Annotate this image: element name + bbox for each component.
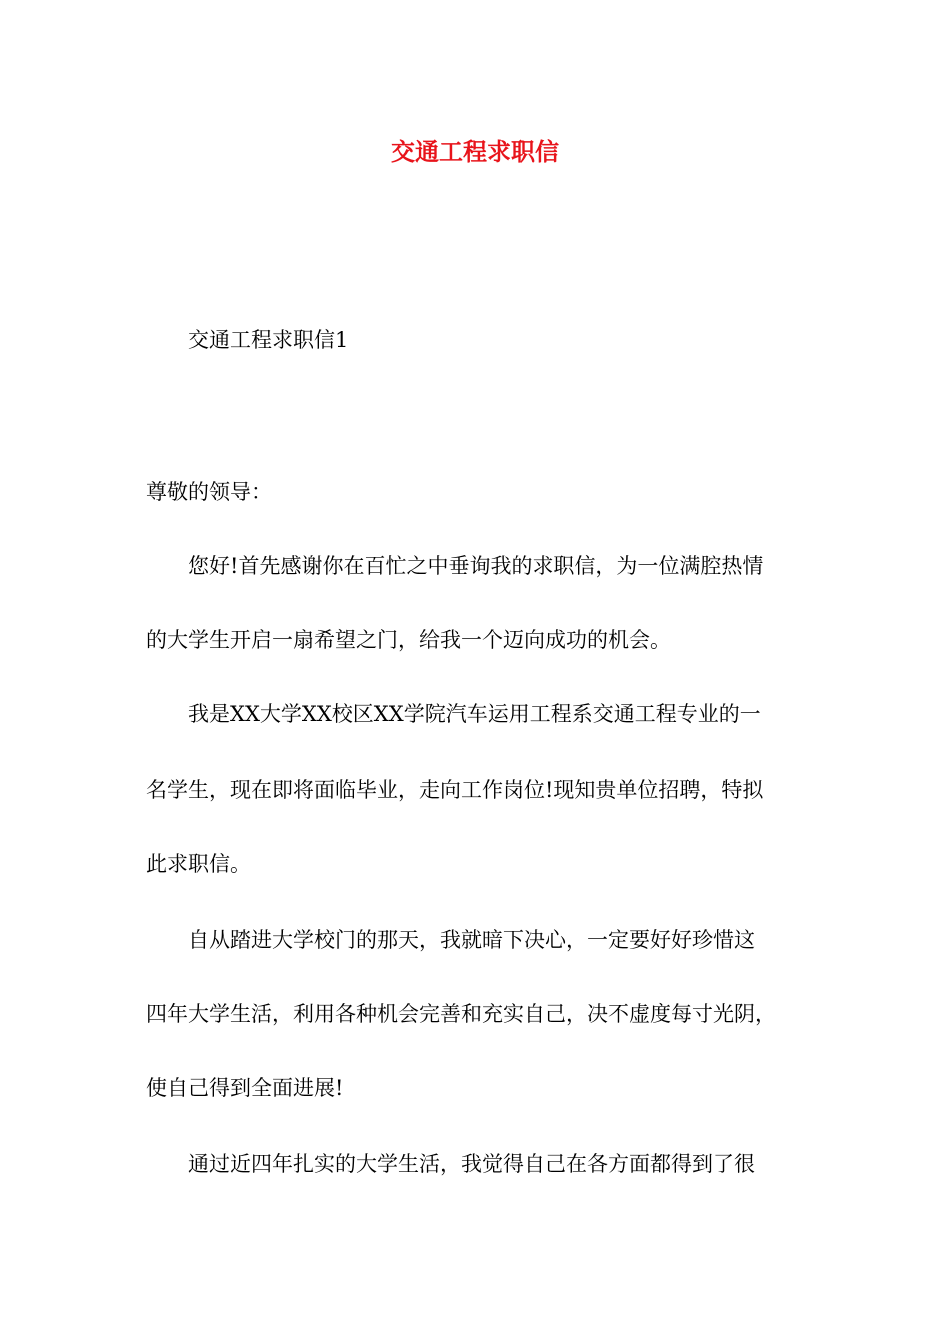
paragraph-line: 名学生，现在即将面临毕业，走向工作岗位!现知贵单位招聘，特拟 — [146, 778, 764, 802]
paragraph-line: 使自己得到全面进展! — [146, 1076, 344, 1100]
salutation: 尊敬的领导： — [146, 480, 272, 504]
document-title: 交通工程求职信 — [391, 137, 559, 166]
paragraph-line: 我是XX大学XX校区XX学院汽车运用工程系交通工程专业的一 — [188, 702, 761, 726]
paragraph-line: 此求职信。 — [146, 852, 251, 876]
paragraph-line: 通过近四年扎实的大学生活，我觉得自己在各方面都得到了很 — [188, 1152, 755, 1176]
section-heading: 交通工程求职信1 — [188, 328, 349, 352]
paragraph-line: 的大学生开启一扇希望之门，给我一个迈向成功的机会。 — [146, 628, 671, 652]
paragraph-line: 您好!首先感谢你在百忙之中垂询我的求职信，为一位满腔热情 — [188, 554, 764, 578]
paragraph-line: 四年大学生活，利用各种机会完善和充实自己，决不虚度每寸光阴， — [146, 1002, 776, 1026]
paragraph-line: 自从踏进大学校门的那天，我就暗下决心，一定要好好珍惜这 — [188, 928, 755, 952]
